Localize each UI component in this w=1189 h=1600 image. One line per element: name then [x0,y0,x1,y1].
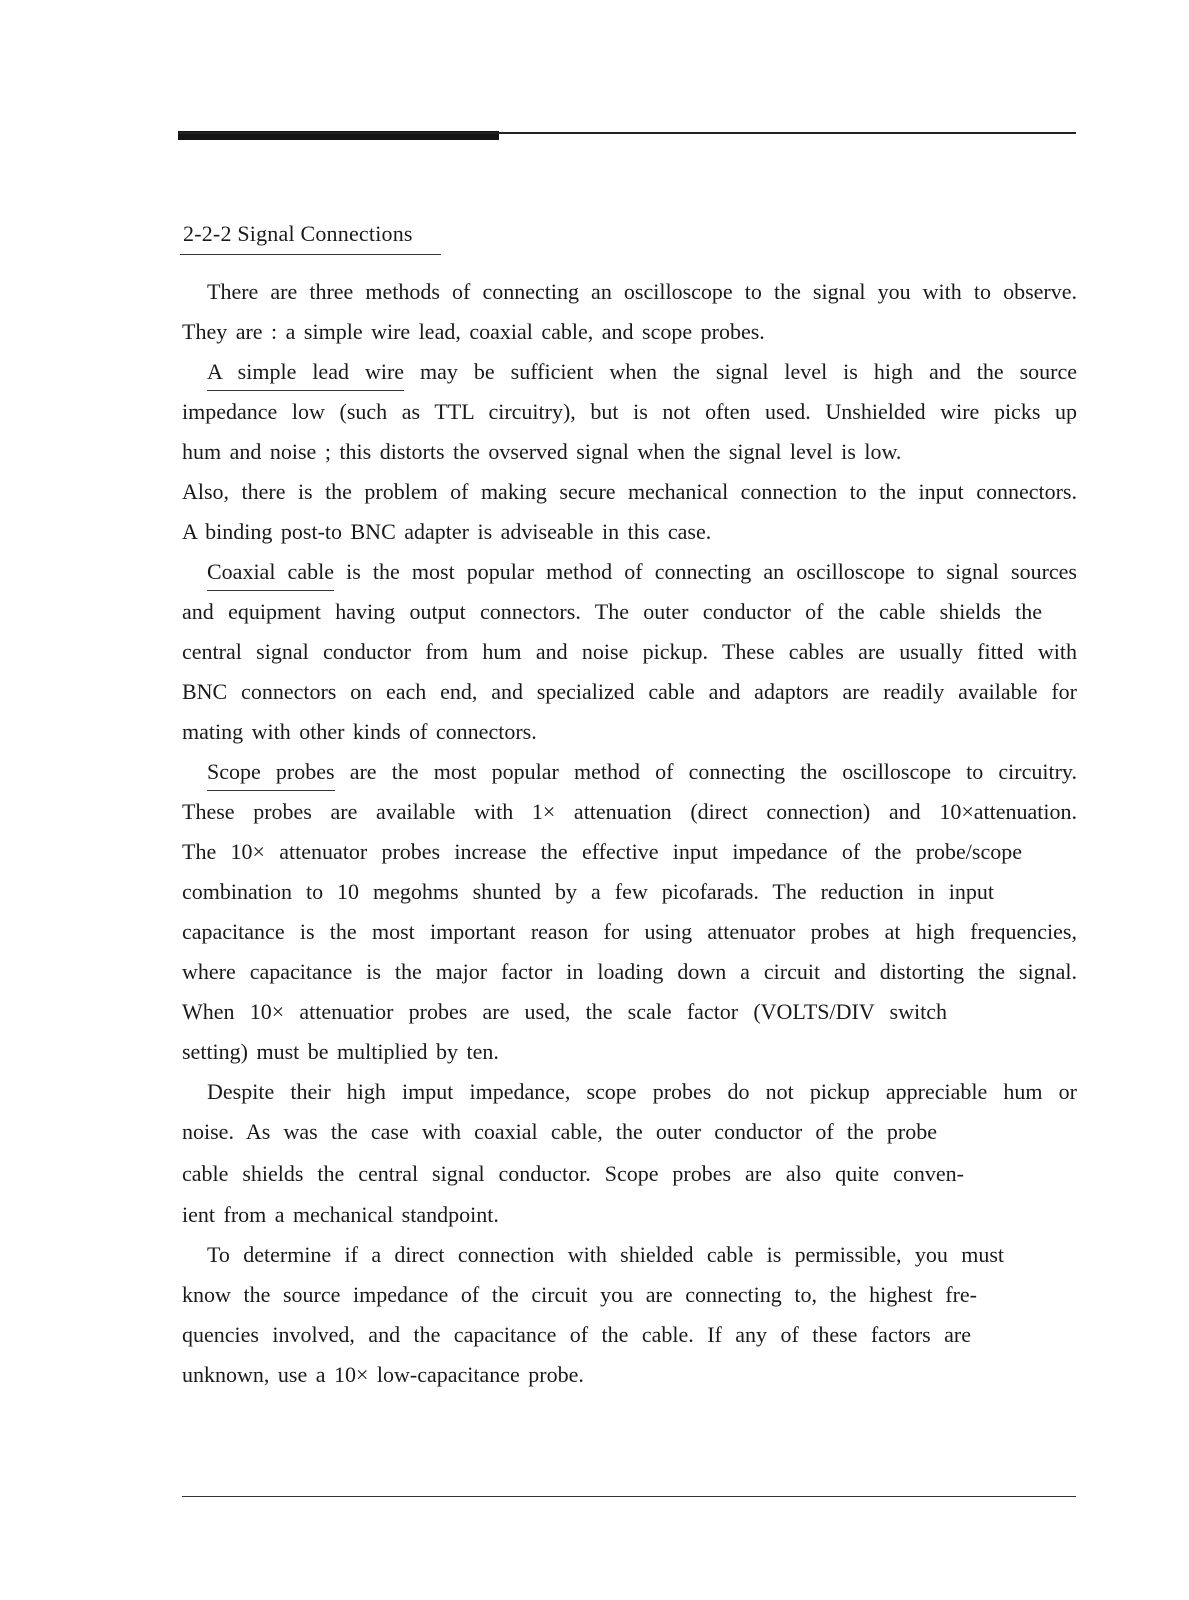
paragraph-line: hum and noise ; this distorts the ovserved signal when the signal level is low. [182,439,902,464]
paragraph-line: Also, there is the problem of making secure mechanical connection to the input connectors. [182,479,1077,504]
paragraph-line: A binding post-to BNC adapter is adviseable in this case. [182,519,712,544]
paragraph-line: BNC connectors on each end, and specialized cable and adaptors are readily available for [182,679,1077,704]
term-coaxial-cable: Coaxial cable [207,559,334,591]
paragraph-line: unknown, use a 10× low-capacitance probe. [182,1362,584,1387]
section-heading-underline [180,254,441,255]
paragraph-text: may be sufficient when the signal level is high and the source [404,359,1077,384]
paragraph-line: When 10× attenuatior probes are used, the scale factor (VOLTS/DIV switch [182,999,947,1024]
paragraph-line: central signal conductor from hum and noise pickup. These cables are usually fitted with [182,639,1077,664]
paragraph-line: where capacitance is the major factor in loading down a circuit and distorting the signal. [182,959,1077,984]
paragraph-line: setting) must be multiplied by ten. [182,1039,499,1064]
footer-rule [182,1496,1076,1497]
paragraph-line: impedance low (such as TTL circuitry), but is not often used. Unshielded wire picks up [182,399,1077,424]
paragraph-line: know the source impedance of the circuit you are connecting to, the highest fre- [182,1282,977,1307]
paragraph-line: ient from a mechanical standpoint. [182,1202,499,1227]
paragraph-line: They are : a simple wire lead, coaxial cable, and scope probes. [182,319,765,344]
paragraph-line [207,559,1077,585]
section-heading: 2-2-2 Signal Connections [183,221,413,246]
paragraph-line: These probes are available with 1× attenuation (direct connection) and 10×attenuation. [182,799,1077,824]
paragraph-line: capacitance is the most important reason for using attenuator probes at high frequencies, [182,919,1077,944]
paragraph-line: There are three methods of connecting an oscilloscope to the signal you with to observe. [207,279,1077,304]
paragraph-line [207,759,1077,785]
paragraph-text: are the most popular method of connecting the oscilloscope to circuitry. [334,759,1077,784]
paragraph-line: noise. As was the case with coaxial cable, the outer conductor of the probe [182,1119,937,1144]
paragraph-line: combination to 10 megohms shunted by a few picofarads. The reduction in input [182,879,994,904]
paragraph-text: is the most popular method of connecting an oscilloscope to signal sources [333,559,1077,584]
paragraph-line: The 10× attenuator probes increase the effective input impedance of the probe/scope [182,839,1022,864]
paragraph-line: quencies involved, and the capacitance of the cable. If any of these factors are [182,1322,971,1347]
paragraph-line: Despite their high imput impedance, scope probes do not pickup appreciable hum or [207,1079,1077,1104]
paragraph-line: cable shields the central signal conductor. Scope probes are also quite conven- [182,1161,964,1186]
header-rule-thin [178,132,1076,134]
term-simple-lead-wire: A simple lead wire [207,359,404,391]
paragraph-line: mating with other kinds of connectors. [182,719,537,744]
paragraph-line [207,359,1077,385]
term-scope-probes: Scope probes [207,759,335,791]
paragraph-line: To determine if a direct connection with shielded cable is permissible, you must [207,1242,1004,1267]
paragraph-line: and equipment having output connectors. The outer conductor of the cable shields the [182,599,1042,624]
